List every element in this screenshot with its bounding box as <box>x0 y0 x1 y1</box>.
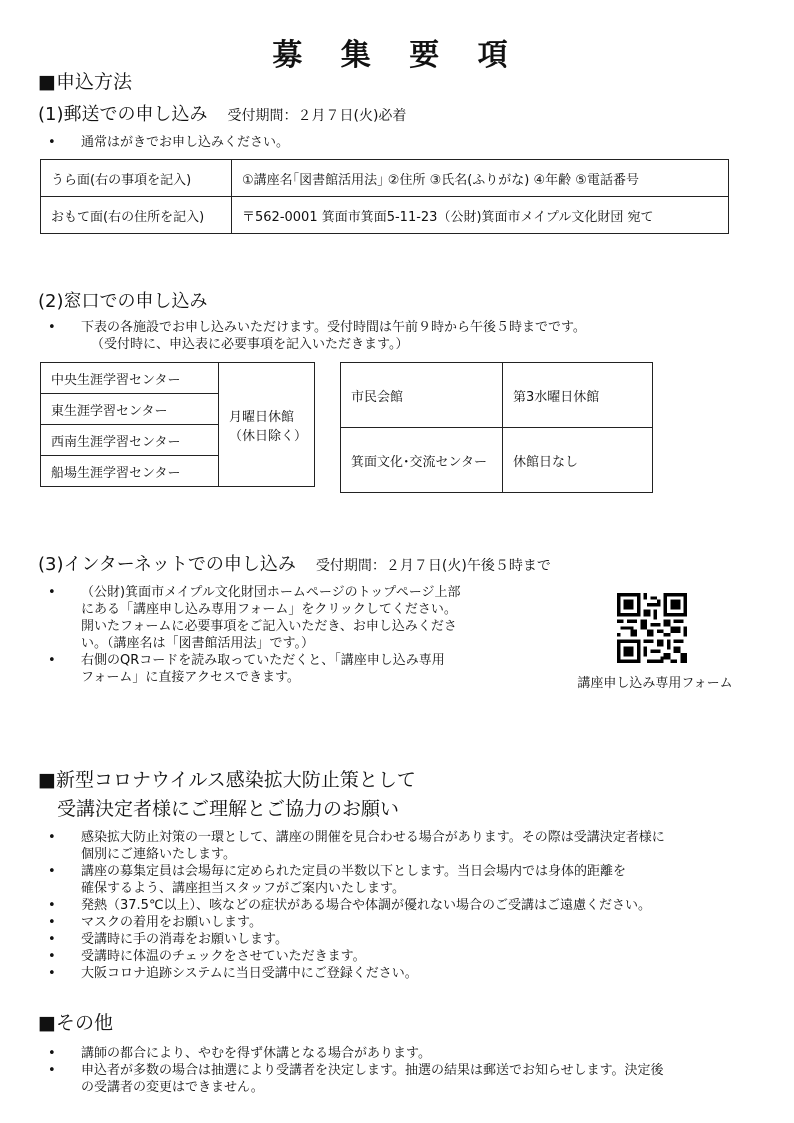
table-cell-content: ①講座名｢図書館活用法｣ ②住所 ③氏名(ふりがな) ④年齢 ⑤電話番号 <box>232 160 729 197</box>
centers-closed <box>219 363 315 487</box>
other-heading: ■その他 <box>38 1012 113 1034</box>
table-row <box>41 363 315 394</box>
bullet-item: • 通常はがきでお申し込みください。 <box>48 134 289 151</box>
corona-heading <box>38 765 416 821</box>
bullet-line: • 講座の募集定員は会場毎に定められた定員の半数以下とします。当日会場内では身体的距離を <box>81 864 626 879</box>
mail-section-heading <box>38 100 406 126</box>
mail-bullets <box>48 134 289 151</box>
window-label: (2)窓口での申し込み <box>38 291 208 312</box>
bullet-line: • 感染拡大防止対策の一環として、講座の開催を見合わせる場合があります。その際は受講決定者様に <box>81 830 665 845</box>
closed-line: （休日除く） <box>229 428 308 444</box>
center-name: 東生涯学習センター <box>41 394 219 425</box>
bullet-item <box>48 319 586 353</box>
internet-period: 受付期間：２月７日(火)午後５時まで <box>315 558 551 574</box>
page-title: 募 集 要 項 <box>272 38 522 73</box>
bullet-line: • 受講時に体温のチェックをさせていただきます。 <box>81 949 366 964</box>
bullet-line: • 受講時に手の消毒をお願いします。 <box>81 932 288 947</box>
venues-table <box>340 362 653 493</box>
internet-section-heading <box>38 550 551 576</box>
bullet-item <box>48 652 538 686</box>
bullet-item <box>48 1045 763 1062</box>
table-cell-side: うら面(右の事項を記入) <box>41 160 232 197</box>
bullet-item <box>48 863 763 897</box>
bullet-line: • マスクの着用をお願いします。 <box>81 915 262 930</box>
bullet-line: • 発熱（37.5℃以上）、咳などの症状がある場合や体調が優れない場合のご受講はご遠慮ください。 <box>81 898 652 913</box>
bullet-item <box>48 1062 763 1096</box>
center-name: 中央生涯学習センター <box>41 363 219 394</box>
bullet-line: にある「講座申し込み専用フォーム」をクリックしてください。 <box>81 602 457 617</box>
table-row <box>41 197 729 234</box>
table-row <box>41 160 729 197</box>
corona-heading-line: 受講決定者様にご理解とご協力のお願い <box>57 798 400 820</box>
internet-bullets <box>48 584 538 686</box>
other-bullets <box>48 1045 763 1096</box>
venue-closed: 第3水曜日休館 <box>503 363 653 428</box>
table-row <box>341 363 653 428</box>
apply-heading: ■申込方法 <box>38 71 132 93</box>
venue-name: 市民会館 <box>341 363 503 428</box>
bullet-item <box>48 897 763 914</box>
bullet-line: • 下表の各施設でお申し込みいただけます。受付時間は午前９時から午後５時までです。 <box>81 320 586 335</box>
center-name: 船場生涯学習センター <box>41 456 219 487</box>
qr-caption: 講座申し込み専用フォーム <box>577 676 733 691</box>
corona-heading-line: ■新型コロナウイルス感染拡大防止策として <box>38 769 416 791</box>
bullet-line: • 講師の都合により、やむを得ず休講となる場合があります。 <box>81 1046 431 1061</box>
bullet-line: 開いたフォームに必要事項をご記入いただき、お申し込みくださ <box>81 619 457 634</box>
mail-label: (1)郵送での申し込み <box>38 104 208 125</box>
window-bullets <box>48 319 586 353</box>
bullet-item <box>48 914 763 931</box>
internet-label: (3)インターネットでの申し込み <box>38 554 296 575</box>
bullet-line: • （公財)箕面市メイプル文化財団ホームページのトップページ上部 <box>81 585 461 600</box>
mail-period: 受付期間：２月７日(火)必着 <box>227 108 407 124</box>
bullet-line: 確保するよう、講座担当スタッフがご案内いたします。 <box>81 881 405 896</box>
bullet-item <box>48 931 763 948</box>
table-cell-content: 〒562-0001 箕面市箕面5-11-23（公財)箕面市メイプル文化財団 宛て <box>232 197 729 234</box>
bullet-line: 個別にご連絡いたします。 <box>81 847 236 862</box>
bullet-line: • 申込者が多数の場合は抽選により受講者を決定します。抽選の結果は郵送でお知らせします。決定後 <box>81 1063 664 1078</box>
bullet-item <box>48 829 763 863</box>
qr-code-icon[interactable] <box>617 593 687 663</box>
bullet-line: い。（講座名は「図書館活用法」です。） <box>81 636 314 651</box>
venue-closed: 休館日なし <box>503 428 653 493</box>
bullet-item <box>48 584 538 652</box>
bullet-line: の受講者の変更はできません。 <box>81 1080 264 1095</box>
table-cell-side: おもて面(右の住所を記入) <box>41 197 232 234</box>
bullet-line: • 右側のQRコードを読み取っていただくと、「講座申し込み専用 <box>81 653 445 668</box>
closed-line: 月曜日休館 <box>229 409 295 425</box>
bullet-item <box>48 948 763 965</box>
table-row <box>341 428 653 493</box>
bullet-line: フォーム」に直接アクセスできます。 <box>81 670 300 685</box>
bullet-line: （受付時に、申込表に必要事項を記入いただきます。） <box>91 337 409 352</box>
corona-bullets <box>48 829 763 982</box>
centers-table <box>40 362 315 487</box>
bullet-item <box>48 965 763 982</box>
center-name: 西南生涯学習センター <box>41 425 219 456</box>
venue-name: 箕面文化･交流センター <box>341 428 503 493</box>
bullet-line: • 大阪コロナ追跡システムに当日受講中にご登録ください。 <box>81 966 418 981</box>
mail-table <box>40 159 729 234</box>
